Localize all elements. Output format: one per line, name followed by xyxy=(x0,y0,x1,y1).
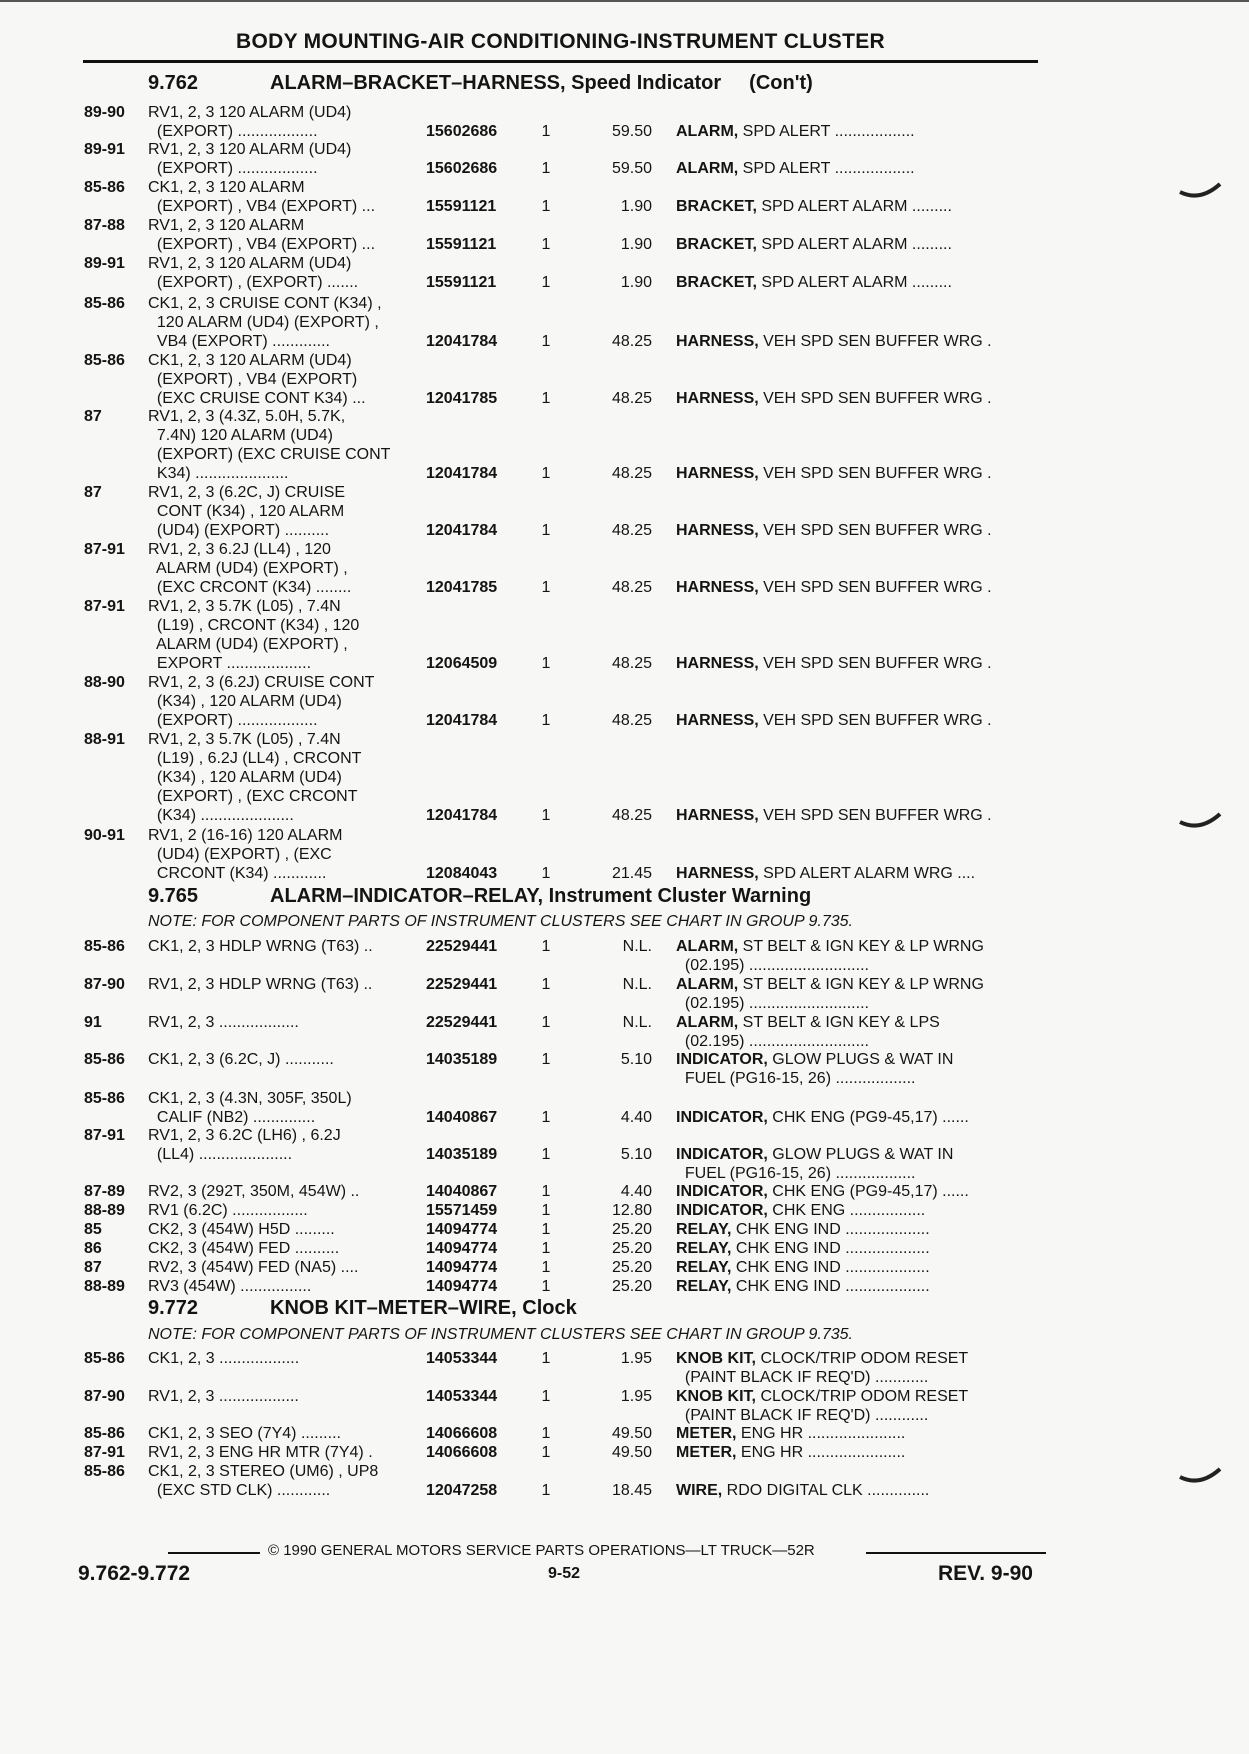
application-description: RV1, 2, 3 120 ALARM (UD4) (EXPORT) .................. xyxy=(148,141,352,177)
binder-hole-mark xyxy=(1178,810,1222,832)
model-years: 88-90 xyxy=(84,674,125,691)
quantity: 1 xyxy=(541,333,551,350)
model-years: 88-89 xyxy=(84,1202,125,1219)
section-heading-9765 xyxy=(148,885,811,908)
part-number: 22529441 xyxy=(426,1014,498,1031)
part-number: 14040867 xyxy=(426,1183,498,1200)
part-number: 12041784 xyxy=(426,522,498,539)
part-number: 14094774 xyxy=(426,1259,498,1276)
model-years: 85-86 xyxy=(84,1463,125,1480)
list-price: 59.50 xyxy=(611,160,652,177)
quantity: 1 xyxy=(541,807,551,824)
part-number: 14053344 xyxy=(426,1388,498,1405)
part-number: 15591121 xyxy=(426,274,497,291)
part-number: 12084043 xyxy=(426,865,498,882)
list-price: 1.90 xyxy=(620,198,652,215)
part-name-keyword: HARNESS, xyxy=(676,807,759,824)
model-years: 87 xyxy=(84,408,102,425)
section-continued: (Con't) xyxy=(749,72,813,94)
section-note: NOTE: FOR COMPONENT PARTS OF INSTRUMENT CLUSTERS SEE CHART IN GROUP 9.735. xyxy=(148,1326,853,1343)
part-name-detail: CLOCK/TRIP ODOM RESET (PAINT BLACK IF REQ'D) ............ xyxy=(684,1388,969,1424)
part-number: 15571459 xyxy=(426,1202,498,1219)
part-name xyxy=(676,1424,1038,1443)
part-name xyxy=(676,578,1038,597)
quantity: 1 xyxy=(541,522,551,539)
model-years: 87-91 xyxy=(84,541,125,558)
part-name-keyword: RELAY, xyxy=(676,1259,732,1276)
list-price: 5.10 xyxy=(620,1146,652,1163)
part-name xyxy=(676,1387,1038,1425)
part-number: 14035189 xyxy=(426,1146,498,1163)
part-name-detail: CHK ENG ................. xyxy=(767,1202,926,1219)
list-price: 5.10 xyxy=(620,1051,652,1068)
part-number: 14094774 xyxy=(426,1278,498,1295)
model-years: 85-86 xyxy=(84,1051,125,1068)
part-name-keyword: HARNESS, xyxy=(676,522,759,539)
part-number: 14066608 xyxy=(426,1425,498,1442)
list-price: 1.90 xyxy=(620,274,652,291)
part-name-keyword: ALARM, xyxy=(676,976,739,993)
part-name-detail: CHK ENG IND ................... xyxy=(731,1278,930,1295)
model-years: 89-91 xyxy=(84,141,125,158)
application-description: RV2, 3 (292T, 350M, 454W) .. xyxy=(148,1183,360,1200)
part-name-detail: SPD ALERT ALARM ......... xyxy=(756,236,952,253)
model-years: 89-91 xyxy=(84,255,125,272)
application-description: CK1, 2, 3 (6.2C, J) ........... xyxy=(148,1051,334,1068)
part-name xyxy=(676,711,1038,730)
model-years: 85-86 xyxy=(84,1090,125,1107)
part-name xyxy=(676,1481,1038,1500)
application-description: RV1, 2, 3 .................. xyxy=(148,1014,299,1031)
application-description: RV2, 3 (454W) FED (NA5) .... xyxy=(148,1259,359,1276)
part-number: 15591121 xyxy=(426,198,497,215)
section-heading-9762 xyxy=(148,72,813,95)
model-years: 85-86 xyxy=(84,352,125,369)
application-description: RV1, 2 (16-16) 120 ALARM (UD4) (EXPORT) , (EXC CRCONT (K34) ............ xyxy=(148,827,343,882)
model-years: 85-86 xyxy=(84,1425,125,1442)
quantity: 1 xyxy=(541,274,551,291)
part-number: 12047258 xyxy=(426,1482,498,1499)
section-subtitle: Instrument Cluster Warning xyxy=(548,885,812,907)
part-name xyxy=(676,1443,1038,1462)
part-name xyxy=(676,864,1038,883)
part-name-detail: CHK ENG IND ................... xyxy=(731,1240,930,1257)
quantity: 1 xyxy=(541,1482,551,1499)
part-name-keyword: ALARM, xyxy=(676,160,739,177)
part-number: 12041784 xyxy=(426,465,498,482)
part-name-detail: ST BELT & IGN KEY & LP WRNG (02.195) ........................... xyxy=(684,976,984,1012)
part-name-detail: SPD ALERT ALARM ......... xyxy=(756,274,952,291)
application-description: CK1, 2, 3 HDLP WRNG (T63) .. xyxy=(148,938,373,955)
application-description: RV1, 2, 3 6.2C (LH6) , 6.2J (LL4) ..................... xyxy=(148,1127,341,1163)
page-header: BODY MOUNTING-AIR CONDITIONING-INSTRUMENT CLUSTER xyxy=(83,30,1038,63)
application-description: CK2, 3 (454W) H5D ......... xyxy=(148,1221,335,1238)
application-description: CK2, 3 (454W) FED .......... xyxy=(148,1240,340,1257)
part-name-detail: CHK ENG IND ................... xyxy=(731,1259,930,1276)
application-description: RV1, 2, 3 (6.2J) CRUISE CONT (K34) , 120 ALARM (UD4) (EXPORT) .................. xyxy=(148,674,375,729)
part-name-detail: SPD ALERT ALARM ......... xyxy=(756,198,952,215)
quantity: 1 xyxy=(541,1444,551,1461)
part-name-keyword: ALARM, xyxy=(676,938,739,955)
part-name-keyword: ALARM, xyxy=(676,1014,739,1031)
application-description: RV1, 2, 3 6.2J (LL4) , 120 ALARM (UD4) (EXPORT) , (EXC CRCONT (K34) ........ xyxy=(148,541,352,596)
part-number: 14094774 xyxy=(426,1221,498,1238)
part-name-detail: SPD ALERT .................. xyxy=(738,160,915,177)
model-years: 85-86 xyxy=(84,179,125,196)
binder-hole-mark xyxy=(1178,180,1222,202)
model-years: 87-88 xyxy=(84,217,125,234)
part-name xyxy=(676,1108,1038,1127)
part-name-detail: CLOCK/TRIP ODOM RESET (PAINT BLACK IF REQ'D) ............ xyxy=(684,1350,969,1386)
quantity: 1 xyxy=(541,1051,551,1068)
part-name-keyword: METER, xyxy=(676,1444,737,1461)
part-name-detail: VEH SPD SEN BUFFER WRG . xyxy=(758,712,992,729)
part-name-keyword: INDICATOR, xyxy=(676,1109,768,1126)
part-name xyxy=(676,1013,1038,1051)
model-years: 87-91 xyxy=(84,598,125,615)
part-name-keyword: WIRE, xyxy=(676,1482,723,1499)
list-price: 59.50 xyxy=(611,123,652,140)
list-price: 21.45 xyxy=(611,865,652,882)
model-years: 87-90 xyxy=(84,1388,125,1405)
application-description: CK1, 2, 3 (4.3N, 305F, 350L) CALIF (NB2) .............. xyxy=(148,1090,352,1126)
model-years: 87-91 xyxy=(84,1127,125,1144)
part-name xyxy=(676,806,1038,825)
application-description: RV1, 2, 3 120 ALARM (UD4) (EXPORT) , (EXPORT) ....... xyxy=(148,255,359,291)
part-name-keyword: RELAY, xyxy=(676,1278,732,1295)
part-number: 14053344 xyxy=(426,1350,498,1367)
application-description: CK1, 2, 3 STEREO (UM6) , UP8 (EXC STD CLK) ............ xyxy=(148,1463,379,1499)
part-number: 22529441 xyxy=(426,976,498,993)
part-name-detail: VEH SPD SEN BUFFER WRG . xyxy=(758,465,992,482)
part-name xyxy=(676,1349,1038,1387)
list-price: N.L. xyxy=(622,1014,652,1031)
list-price: 1.95 xyxy=(620,1350,652,1367)
part-name xyxy=(676,122,1038,141)
application-description: RV1, 2, 3 5.7K (L05) , 7.4N (L19) , 6.2J (LL4) , CRCONT (K34) , 120 ALARM (UD4) (EXPORT) , (EXC CRCONT (K34) ..................... xyxy=(148,731,362,824)
model-years: 87 xyxy=(84,1259,102,1276)
part-name xyxy=(676,235,1038,254)
part-name-keyword: BRACKET, xyxy=(676,236,757,253)
part-number: 12041784 xyxy=(426,712,498,729)
part-name-keyword: INDICATOR, xyxy=(676,1202,768,1219)
list-price: 49.50 xyxy=(611,1444,652,1461)
list-price: 4.40 xyxy=(620,1183,652,1200)
section-number: 9.765 xyxy=(148,885,199,907)
part-name xyxy=(676,654,1038,673)
quantity: 1 xyxy=(541,1146,551,1163)
part-name-keyword: HARNESS, xyxy=(676,390,759,407)
model-years: 85-86 xyxy=(84,295,125,312)
part-name-keyword: BRACKET, xyxy=(676,198,757,215)
part-name-detail: CHK ENG IND ................... xyxy=(731,1221,930,1238)
part-name-keyword: RELAY, xyxy=(676,1240,732,1257)
part-name-keyword: HARNESS, xyxy=(676,333,759,350)
part-name xyxy=(676,1220,1038,1239)
application-description: RV1, 2, 3 5.7K (L05) , 7.4N (L19) , CRCONT (K34) , 120 ALARM (UD4) (EXPORT) , EXPORT ................... xyxy=(148,598,360,672)
application-description: RV1, 2, 3 (6.2C, J) CRUISE CONT (K34) , 120 ALARM (UD4) (EXPORT) .......... xyxy=(148,484,346,539)
list-price: 48.25 xyxy=(611,807,652,824)
part-name-detail: VEH SPD SEN BUFFER WRG . xyxy=(758,333,992,350)
part-number: 22529441 xyxy=(426,938,498,955)
list-price: 48.25 xyxy=(611,655,652,672)
model-years: 87-90 xyxy=(84,976,125,993)
part-number: 15591121 xyxy=(426,236,497,253)
part-name-keyword: ALARM, xyxy=(676,123,739,140)
application-description: CK1, 2, 3 .................. xyxy=(148,1350,300,1367)
section-number: 9.772 xyxy=(148,1297,199,1319)
footer-rule xyxy=(168,1552,260,1554)
part-name xyxy=(676,332,1038,351)
quantity: 1 xyxy=(541,123,551,140)
part-name-detail: SPD ALERT .................. xyxy=(738,123,915,140)
part-name-detail: VEH SPD SEN BUFFER WRG . xyxy=(758,522,992,539)
quantity: 1 xyxy=(541,655,551,672)
part-name-detail: SPD ALERT ALARM WRG .... xyxy=(758,865,976,882)
model-years: 86 xyxy=(84,1240,102,1257)
model-years: 85-86 xyxy=(84,1350,125,1367)
part-name-keyword: KNOB KIT, xyxy=(676,1388,756,1405)
footer-rule xyxy=(866,1552,1046,1554)
part-name xyxy=(676,1277,1038,1296)
application-description: RV3 (454W) ................ xyxy=(148,1278,312,1295)
part-name-detail: GLOW PLUGS & WAT IN FUEL (PG16-15, 26) .................. xyxy=(684,1146,954,1182)
footer-page-number: 9-52 xyxy=(548,1565,581,1582)
model-years: 88-91 xyxy=(84,731,125,748)
quantity: 1 xyxy=(541,579,551,596)
list-price: 48.25 xyxy=(611,465,652,482)
quantity: 1 xyxy=(541,712,551,729)
binder-hole-mark xyxy=(1178,1465,1222,1487)
quantity: 1 xyxy=(541,465,551,482)
section-title: ALARM–INDICATOR–RELAY, xyxy=(270,885,543,907)
application-description: RV1 (6.2C) ................. xyxy=(148,1202,308,1219)
part-name-detail: ST BELT & IGN KEY & LPS (02.195) ........................... xyxy=(684,1014,940,1050)
part-name-keyword: INDICATOR, xyxy=(676,1183,768,1200)
part-name-detail: VEH SPD SEN BUFFER WRG . xyxy=(758,390,992,407)
section-subtitle: Speed Indicator xyxy=(571,72,722,94)
part-number: 12041784 xyxy=(426,807,498,824)
part-name xyxy=(676,1201,1038,1220)
part-name-detail: ST BELT & IGN KEY & LP WRNG (02.195) ........................... xyxy=(684,938,984,974)
list-price: 1.95 xyxy=(620,1388,652,1405)
list-price: N.L. xyxy=(622,976,652,993)
part-name xyxy=(676,197,1038,216)
application-description: RV1, 2, 3 120 ALARM (EXPORT) , VB4 (EXPORT) ... xyxy=(148,217,376,253)
list-price: 4.40 xyxy=(620,1109,652,1126)
part-name xyxy=(676,389,1038,408)
part-name-keyword: HARNESS, xyxy=(676,465,759,482)
model-years: 85 xyxy=(84,1221,102,1238)
part-number: 12064509 xyxy=(426,655,498,672)
quantity: 1 xyxy=(541,1202,551,1219)
part-name-keyword: HARNESS, xyxy=(676,579,759,596)
quantity: 1 xyxy=(541,1388,551,1405)
section-title: KNOB KIT–METER–WIRE, xyxy=(270,1297,517,1319)
part-name xyxy=(676,975,1038,1013)
section-heading-9772 xyxy=(148,1297,577,1320)
list-price: 48.25 xyxy=(611,333,652,350)
application-description: RV1, 2, 3 HDLP WRNG (T63) .. xyxy=(148,976,373,993)
application-description: RV1, 2, 3 120 ALARM (UD4) (EXPORT) .................. xyxy=(148,104,352,140)
list-price: 25.20 xyxy=(611,1221,652,1238)
part-name xyxy=(676,1182,1038,1201)
quantity: 1 xyxy=(541,1350,551,1367)
list-price: 18.45 xyxy=(611,1482,652,1499)
part-name-keyword: HARNESS, xyxy=(676,655,759,672)
list-price: N.L. xyxy=(622,938,652,955)
model-years: 85-86 xyxy=(84,938,125,955)
part-name-keyword: INDICATOR, xyxy=(676,1146,768,1163)
part-name xyxy=(676,159,1038,178)
quantity: 1 xyxy=(541,865,551,882)
part-name xyxy=(676,1145,1038,1183)
application-description: RV1, 2, 3 ENG HR MTR (7Y4) . xyxy=(148,1444,373,1461)
part-number: 14066608 xyxy=(426,1444,498,1461)
part-name-detail: GLOW PLUGS & WAT IN FUEL (PG16-15, 26) .................. xyxy=(684,1051,954,1087)
part-number: 12041785 xyxy=(426,579,498,596)
quantity: 1 xyxy=(541,236,551,253)
application-description: CK1, 2, 3 SEO (7Y4) ......... xyxy=(148,1425,341,1442)
footer-copyright: © 1990 GENERAL MOTORS SERVICE PARTS OPERATIONS—LT TRUCK—52R xyxy=(268,1542,815,1559)
application-description: CK1, 2, 3 CRUISE CONT (K34) , 120 ALARM (UD4) (EXPORT) , VB4 (EXPORT) ............. xyxy=(148,295,382,350)
model-years: 87-91 xyxy=(84,1444,125,1461)
section-note: NOTE: FOR COMPONENT PARTS OF INSTRUMENT CLUSTERS SEE CHART IN GROUP 9.735. xyxy=(148,913,853,930)
part-name-detail: ENG HR ...................... xyxy=(736,1444,906,1461)
model-years: 87-89 xyxy=(84,1183,125,1200)
part-name-detail: ENG HR ...................... xyxy=(736,1425,906,1442)
part-name xyxy=(676,1050,1038,1088)
part-number: 14035189 xyxy=(426,1051,498,1068)
part-name-detail: VEH SPD SEN BUFFER WRG . xyxy=(758,579,992,596)
list-price: 25.20 xyxy=(611,1240,652,1257)
top-rule xyxy=(0,0,1249,2)
quantity: 1 xyxy=(541,1240,551,1257)
model-years: 88-89 xyxy=(84,1278,125,1295)
part-name-detail: VEH SPD SEN BUFFER WRG . xyxy=(758,807,992,824)
part-name-keyword: BRACKET, xyxy=(676,274,757,291)
quantity: 1 xyxy=(541,1183,551,1200)
list-price: 48.25 xyxy=(611,390,652,407)
quantity: 1 xyxy=(541,1109,551,1126)
quantity: 1 xyxy=(541,1014,551,1031)
part-name-keyword: KNOB KIT, xyxy=(676,1350,756,1367)
footer-revision: REV. 9-90 xyxy=(938,1562,1033,1585)
part-name-keyword: INDICATOR, xyxy=(676,1051,768,1068)
list-price: 48.25 xyxy=(611,712,652,729)
list-price: 12.80 xyxy=(611,1202,652,1219)
application-description: CK1, 2, 3 120 ALARM (EXPORT) , VB4 (EXPORT) ... xyxy=(148,179,376,215)
quantity: 1 xyxy=(541,1425,551,1442)
part-name-keyword: METER, xyxy=(676,1425,737,1442)
quantity: 1 xyxy=(541,1221,551,1238)
part-name xyxy=(676,937,1038,975)
part-name xyxy=(676,273,1038,292)
model-years: 91 xyxy=(84,1014,102,1031)
list-price: 49.50 xyxy=(611,1425,652,1442)
section-number: 9.762 xyxy=(148,72,199,94)
quantity: 1 xyxy=(541,976,551,993)
quantity: 1 xyxy=(541,198,551,215)
application-description: RV1, 2, 3 (4.3Z, 5.0H, 5.7K, 7.4N) 120 ALARM (UD4) (EXPORT) (EXC CRUISE CONT K34) ..................... xyxy=(148,408,391,482)
part-number: 12041785 xyxy=(426,390,498,407)
application-description: CK1, 2, 3 120 ALARM (UD4) (EXPORT) , VB4 (EXPORT) (EXC CRUISE CONT K34) ... xyxy=(148,352,366,407)
list-price: 48.25 xyxy=(611,579,652,596)
part-number: 12041784 xyxy=(426,333,498,350)
model-years: 90-91 xyxy=(84,827,125,844)
part-name-detail: VEH SPD SEN BUFFER WRG . xyxy=(758,655,992,672)
list-price: 48.25 xyxy=(611,522,652,539)
part-name-detail: CHK ENG (PG9-45,17) ...... xyxy=(767,1109,969,1126)
application-description: RV1, 2, 3 .................. xyxy=(148,1388,299,1405)
part-number: 14094774 xyxy=(426,1240,498,1257)
part-name-keyword: HARNESS, xyxy=(676,865,759,882)
quantity: 1 xyxy=(541,160,551,177)
part-name-keyword: RELAY, xyxy=(676,1221,732,1238)
quantity: 1 xyxy=(541,1259,551,1276)
part-number: 15602686 xyxy=(426,160,498,177)
section-title: ALARM–BRACKET–HARNESS, xyxy=(270,72,566,94)
list-price: 1.90 xyxy=(620,236,652,253)
list-price: 25.20 xyxy=(611,1259,652,1276)
section-subtitle: Clock xyxy=(522,1297,577,1319)
part-name xyxy=(676,521,1038,540)
part-name-detail: RDO DIGITAL CLK .............. xyxy=(722,1482,930,1499)
part-name xyxy=(676,1258,1038,1277)
part-name xyxy=(676,464,1038,483)
model-years: 89-90 xyxy=(84,104,125,121)
quantity: 1 xyxy=(541,938,551,955)
part-name xyxy=(676,1239,1038,1258)
part-number: 14040867 xyxy=(426,1109,498,1126)
part-name-detail: CHK ENG (PG9-45,17) ...... xyxy=(767,1183,969,1200)
model-years: 87 xyxy=(84,484,102,501)
list-price: 25.20 xyxy=(611,1278,652,1295)
quantity: 1 xyxy=(541,1278,551,1295)
footer-section-range: 9.762-9.772 xyxy=(78,1562,191,1585)
part-name-keyword: HARNESS, xyxy=(676,712,759,729)
quantity: 1 xyxy=(541,390,551,407)
part-number: 15602686 xyxy=(426,123,498,140)
